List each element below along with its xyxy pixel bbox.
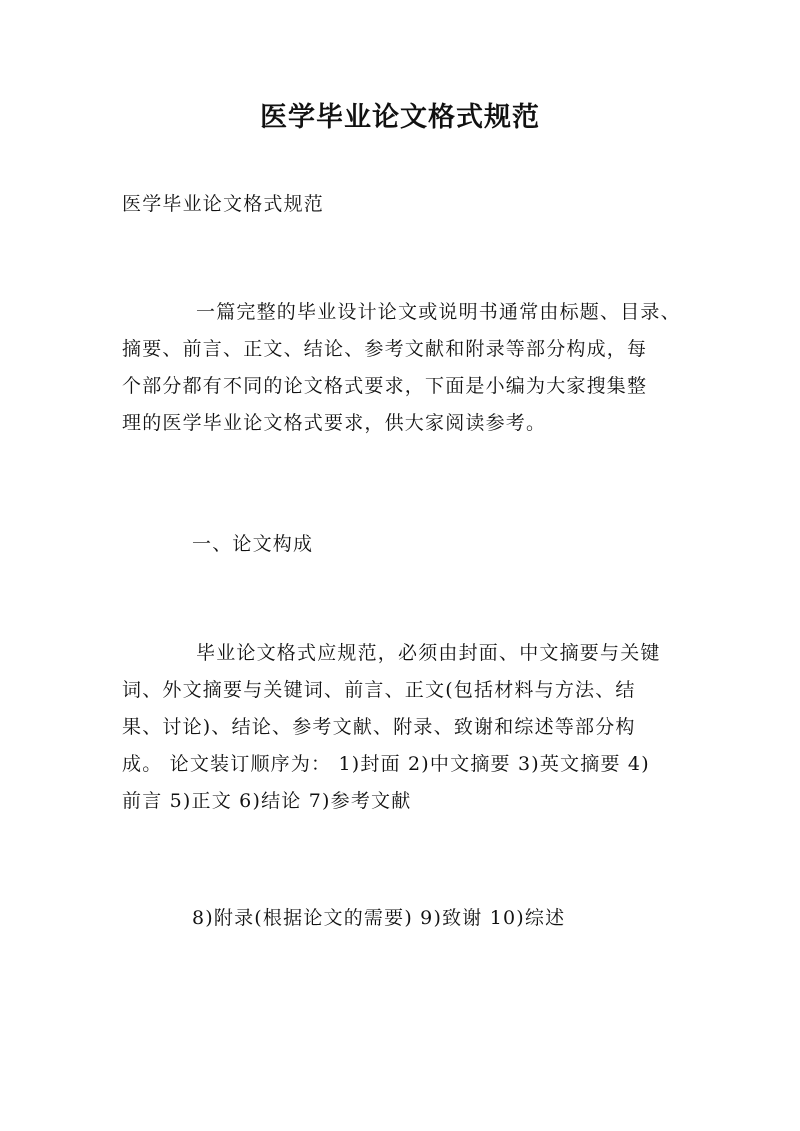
intro-line: 个部分都有不同的论文格式要求，下面是小编为大家搜集整 [122,375,648,397]
intro-line: 理的医学毕业论文格式要求，供大家阅读参考。 [122,412,547,434]
intro-line: 一篇完整的毕业设计论文或说明书通常由标题、目录、 [196,301,681,323]
section-line: 果、讨论)、结论、参考文献、附录、致谢和综述等部分构 [122,716,636,738]
intro-paragraph [122,294,682,442]
document-title: 医学毕业论文格式规范 [260,102,540,133]
section-line: 词、外文摘要与关键词、前言、正文(包括材料与方法、结 [122,679,636,701]
section-line: 毕业论文格式应规范，必须由封面、中文摘要与关键 [196,642,661,664]
section-line: 前言 5)正文 6)结论 7)参考文献 [122,790,412,812]
section-paragraph [122,635,682,820]
order-continued-line: 8)附录(根据论文的需要) 9)致谢 10)综述 [192,907,566,929]
intro-line: 摘要、前言、正文、结论、参考文献和附录等部分构成，每 [122,338,648,360]
section-line: 成。 论文装订顺序为： 1)封面 2)中文摘要 3)英文摘要 4) [122,753,650,775]
document-subtitle: 医学毕业论文格式规范 [122,193,325,215]
section-heading: 一、论文构成 [192,533,314,555]
